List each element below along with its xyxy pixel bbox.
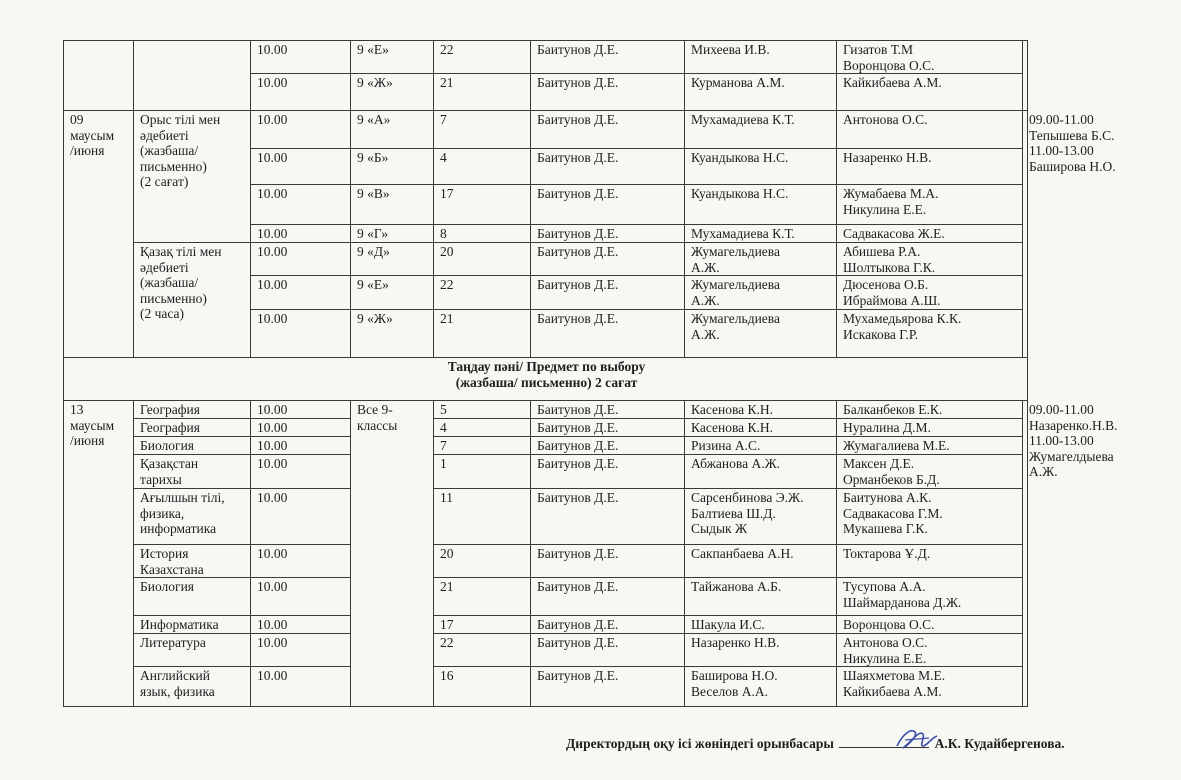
- subject-cell-line: (жазбаша/: [140, 143, 199, 158]
- teacher-cell-line: А.Ж.: [691, 292, 720, 308]
- organizer-cell: Баитунов Д.Е.: [531, 310, 685, 358]
- time-cell: 10.00: [251, 401, 351, 419]
- table-row: [64, 545, 1028, 578]
- room-cell: 22: [434, 41, 531, 74]
- organizer-cell: Баитунов Д.Е.: [531, 545, 685, 578]
- subject-cell: [134, 437, 251, 455]
- time-cell: 10.00: [251, 437, 351, 455]
- room-cell: 4: [434, 149, 531, 185]
- time-cell: 10.00: [251, 310, 351, 358]
- assistants-cell: [837, 185, 1023, 225]
- organizer-cell: Баитунов Д.Е.: [531, 616, 685, 634]
- teacher-cell-line: Мухамадиева К.Т.: [691, 112, 795, 127]
- class-cell: [351, 401, 434, 707]
- teacher-cell: [685, 578, 837, 616]
- organizer-cell: Баитунов Д.Е.: [531, 634, 685, 667]
- subject-cell-line: письменно): [140, 290, 207, 306]
- signer-name: А.К. Кудайбергенова.: [934, 736, 1065, 751]
- date-cell-line: /июня: [70, 143, 105, 158]
- assistants-cell-line: Искакова Г.Р.: [843, 326, 919, 342]
- class-cell-line: Все 9-: [357, 402, 393, 417]
- supervisors-cell: 09.00-11.00 Тепышева Б.С. 11.00-13.00 Баширова Н.О.: [1023, 111, 1028, 358]
- room-cell: 7: [434, 437, 531, 455]
- room-cell: 22: [434, 276, 531, 310]
- assistants-cell-line: Антонова О.С.: [843, 112, 928, 127]
- room-cell: 20: [434, 545, 531, 578]
- class-cell: 9 «А»: [351, 111, 434, 149]
- date-cell: [64, 401, 134, 707]
- time-cell: 10.00: [251, 489, 351, 545]
- subject-cell: [134, 578, 251, 616]
- assistants-cell-line: Гизатов Т.М: [843, 42, 913, 57]
- room-cell: 20: [434, 243, 531, 276]
- table-row: [64, 489, 1028, 545]
- assistants-cell-line: Шолтыкова Г.К.: [843, 259, 936, 275]
- assistants-cell: [837, 74, 1023, 111]
- time-cell: 10.00: [251, 185, 351, 225]
- subject-cell-line: География: [140, 420, 200, 435]
- assistants-cell-line: Шаяхметова М.Е.: [843, 668, 946, 683]
- class-cell: 9 «Е»: [351, 41, 434, 74]
- subject-cell: [134, 41, 251, 111]
- table-row: [64, 358, 1028, 401]
- subject-cell-line: Қазақ тілі мен: [140, 244, 222, 259]
- teacher-cell: [685, 111, 837, 149]
- date-cell: [64, 111, 134, 358]
- subject-cell: [134, 111, 251, 243]
- organizer-cell: Баитунов Д.Е.: [531, 455, 685, 489]
- teacher-cell: [685, 276, 837, 310]
- signature-line: [566, 735, 1065, 752]
- teacher-cell: [685, 185, 837, 225]
- subject-cell-line: әдебиеті: [140, 127, 189, 143]
- assistants-cell: [837, 310, 1023, 358]
- assistants-cell-line: Никулина Е.Е.: [843, 201, 927, 217]
- class-cell: 9 «Д»: [351, 243, 434, 276]
- teacher-cell: [685, 455, 837, 489]
- teacher-cell: [685, 401, 837, 419]
- class-cell: 9 «Б»: [351, 149, 434, 185]
- subject-cell-line: (2 сағат): [140, 174, 189, 189]
- room-cell: 17: [434, 185, 531, 225]
- assistants-cell-line: Тусупова А.А.: [843, 579, 926, 594]
- subject-cell-line: (2 часа): [140, 306, 185, 321]
- elective-banner-line: (жазбаша/ письменно) 2 сағат: [455, 374, 638, 390]
- assistants-cell: [837, 545, 1023, 578]
- time-cell: 10.00: [251, 634, 351, 667]
- table-row: [64, 437, 1028, 455]
- teacher-cell: [685, 667, 837, 707]
- assistants-cell-line: Абишева Р.А.: [843, 244, 921, 259]
- teacher-cell-line: Курманова А.М.: [691, 75, 785, 90]
- assistants-cell: [837, 489, 1023, 545]
- assistants-cell-line: Кайкибаева А.М.: [843, 683, 942, 699]
- subject-cell-line: Биология: [140, 438, 195, 453]
- room-cell: 16: [434, 667, 531, 707]
- subject-cell-line: тарихы: [140, 471, 182, 487]
- date-cell: [64, 41, 134, 111]
- room-cell: 17: [434, 616, 531, 634]
- room-cell: 21: [434, 578, 531, 616]
- assistants-cell: [837, 276, 1023, 310]
- subject-cell: [134, 489, 251, 545]
- elective-banner: [64, 358, 1028, 401]
- subject-cell-line: әдебиеті: [140, 259, 189, 275]
- assistants-cell-line: Ибраймова А.Ш.: [843, 292, 941, 308]
- assistants-cell-line: Шаймарданова Д.Ж.: [843, 594, 962, 610]
- teacher-cell-line: Жумагельдиева: [691, 244, 780, 259]
- teacher-cell-line: Сыдык Ж: [691, 521, 748, 536]
- table-row: [64, 667, 1028, 707]
- assistants-cell-line: Садвакасова Ж.Е.: [843, 226, 945, 241]
- table-row: [64, 111, 1028, 149]
- teacher-cell-line: Сакпанбаева А.Н.: [691, 546, 794, 561]
- organizer-cell: Баитунов Д.Е.: [531, 185, 685, 225]
- subject-cell-line: язык, физика: [140, 683, 215, 699]
- time-cell: 10.00: [251, 111, 351, 149]
- assistants-cell-line: Жумабаева М.А.: [843, 186, 939, 201]
- teacher-cell-line: Баширова Н.О.: [691, 668, 778, 683]
- teacher-cell: [685, 225, 837, 243]
- teacher-cell: [685, 437, 837, 455]
- assistants-cell-line: Антонова О.С.: [843, 635, 928, 650]
- assistants-cell: [837, 419, 1023, 437]
- teacher-cell: [685, 545, 837, 578]
- subject-cell: [134, 455, 251, 489]
- time-cell: 10.00: [251, 616, 351, 634]
- teacher-cell-line: Касенова К.Н.: [691, 420, 774, 435]
- date-cell-line: 13: [70, 402, 84, 417]
- handwritten-signature: [893, 724, 941, 754]
- teacher-cell-line: Сарсенбинова Э.Ж.: [691, 490, 804, 505]
- room-cell: 4: [434, 419, 531, 437]
- subject-cell: [134, 401, 251, 419]
- subject-cell: [134, 419, 251, 437]
- subject-cell-line: Информатика: [140, 617, 219, 632]
- subject-cell-line: (жазбаша/: [140, 275, 199, 290]
- class-cell: 9 «Ж»: [351, 310, 434, 358]
- table-row: [64, 243, 1028, 276]
- teacher-cell: [685, 310, 837, 358]
- assistants-cell-line: Воронцова О.С.: [843, 617, 935, 632]
- assistants-cell: [837, 634, 1023, 667]
- time-cell: 10.00: [251, 225, 351, 243]
- assistants-cell-line: Назаренко Н.В.: [843, 150, 932, 165]
- subject-cell-line: История: [140, 546, 189, 561]
- subject-cell: [134, 616, 251, 634]
- room-cell: 22: [434, 634, 531, 667]
- organizer-cell: Баитунов Д.Е.: [531, 149, 685, 185]
- organizer-cell: Баитунов Д.Е.: [531, 667, 685, 707]
- teacher-cell-line: Ризина А.С.: [691, 438, 761, 453]
- room-cell: 7: [434, 111, 531, 149]
- class-cell-line: классы: [357, 417, 398, 433]
- teacher-cell-line: Жумагельдиева: [691, 277, 780, 292]
- class-cell: 9 «Г»: [351, 225, 434, 243]
- time-cell: 10.00: [251, 41, 351, 74]
- room-cell: 11: [434, 489, 531, 545]
- assistants-cell-line: Дюсенова О.Б.: [843, 277, 929, 292]
- time-cell: 10.00: [251, 243, 351, 276]
- assistants-cell-line: Баитунова А.К.: [843, 490, 932, 505]
- organizer-cell: Баитунов Д.Е.: [531, 276, 685, 310]
- room-cell: 8: [434, 225, 531, 243]
- teacher-cell-line: Михеева И.В.: [691, 42, 770, 57]
- assistants-cell-line: Жумагалиева М.Е.: [843, 438, 950, 453]
- teacher-cell-line: Касенова К.Н.: [691, 402, 774, 417]
- subject-cell-line: информатика: [140, 521, 217, 536]
- room-cell: 1: [434, 455, 531, 489]
- organizer-cell: Баитунов Д.Е.: [531, 419, 685, 437]
- time-cell: 10.00: [251, 578, 351, 616]
- table-row: [64, 616, 1028, 634]
- time-cell: 10.00: [251, 545, 351, 578]
- assistants-cell-line: Кайкибаева А.М.: [843, 75, 942, 90]
- subject-cell-line: Биология: [140, 579, 195, 594]
- organizer-cell: Баитунов Д.Е.: [531, 578, 685, 616]
- teacher-cell: [685, 149, 837, 185]
- assistants-cell: [837, 149, 1023, 185]
- teacher-cell-line: Куандыкова Н.С.: [691, 186, 789, 201]
- subject-cell: [134, 634, 251, 667]
- subject-cell-line: Казахстана: [140, 561, 204, 577]
- position-label: Директордың оқу ісі жөніндегі орынбасары: [566, 736, 834, 751]
- assistants-cell: [837, 455, 1023, 489]
- teacher-cell: [685, 616, 837, 634]
- assistants-cell: [837, 243, 1023, 276]
- subject-cell-line: Ағылшын тілі,: [140, 490, 225, 505]
- teacher-cell: [685, 489, 837, 545]
- room-cell: 21: [434, 310, 531, 358]
- time-cell: 10.00: [251, 276, 351, 310]
- time-cell: 10.00: [251, 419, 351, 437]
- subject-cell-line: письменно): [140, 158, 207, 174]
- date-cell-line: /июня: [70, 433, 105, 448]
- subject-cell: [134, 545, 251, 578]
- date-cell-line: маусым: [70, 417, 115, 433]
- assistants-cell: [837, 667, 1023, 707]
- organizer-cell: Баитунов Д.Е.: [531, 225, 685, 243]
- teacher-cell-line: Шакула И.С.: [691, 617, 765, 632]
- assistants-cell-line: Садвакасова Г.М.: [843, 505, 943, 521]
- teacher-cell-line: Балтиева Ш.Д.: [691, 505, 776, 521]
- date-cell-line: маусым: [70, 127, 115, 143]
- assistants-cell-line: Мукашева Г.К.: [843, 521, 928, 536]
- table-row: [64, 41, 1028, 74]
- subject-cell-line: Литература: [140, 635, 206, 650]
- subject-cell-line: Қазақстан: [140, 456, 199, 471]
- assistants-cell: [837, 578, 1023, 616]
- table-row: [64, 401, 1028, 419]
- teacher-cell-line: Куандыкова Н.С.: [691, 150, 789, 165]
- organizer-cell: Баитунов Д.Е.: [531, 489, 685, 545]
- organizer-cell: Баитунов Д.Е.: [531, 111, 685, 149]
- teacher-cell-line: Мухамадиева К.Т.: [691, 226, 795, 241]
- assistants-cell-line: Воронцова О.С.: [843, 57, 935, 73]
- teacher-cell: [685, 243, 837, 276]
- table-row: [64, 634, 1028, 667]
- organizer-cell: Баитунов Д.Е.: [531, 41, 685, 74]
- teacher-cell-line: Веселов А.А.: [691, 683, 768, 699]
- organizer-cell: Баитунов Д.Е.: [531, 74, 685, 111]
- class-cell: 9 «В»: [351, 185, 434, 225]
- date-cell-line: 09: [70, 112, 84, 127]
- teacher-cell-line: А.Ж.: [691, 326, 720, 342]
- assistants-cell-line: Максен Д.Е.: [843, 456, 915, 471]
- time-cell: 10.00: [251, 74, 351, 111]
- subject-cell-line: физика,: [140, 505, 185, 521]
- subject-cell: [134, 243, 251, 358]
- assistants-cell-line: Мухамедьярова К.К.: [843, 311, 962, 326]
- teacher-cell-line: Назаренко Н.В.: [691, 635, 780, 650]
- assistants-cell-line: Балканбеков Е.К.: [843, 402, 943, 417]
- assistants-cell: [837, 111, 1023, 149]
- assistants-cell-line: Орманбеков Б.Д.: [843, 471, 940, 487]
- assistants-cell-line: Токтарова Ұ.Д.: [843, 546, 931, 561]
- teacher-cell: [685, 41, 837, 74]
- room-cell: 21: [434, 74, 531, 111]
- assistants-cell: [837, 225, 1023, 243]
- teacher-cell-line: Жумагельдиева: [691, 311, 780, 326]
- teacher-cell: [685, 74, 837, 111]
- assistants-cell-line: Никулина Е.Е.: [843, 650, 927, 666]
- assistants-cell: [837, 41, 1023, 74]
- subject-cell-line: Орыс тілі мен: [140, 112, 221, 127]
- teacher-cell: [685, 419, 837, 437]
- subject-cell-line: География: [140, 402, 200, 417]
- table-row: [64, 419, 1028, 437]
- table-row: [64, 578, 1028, 616]
- exam-schedule-table: [63, 40, 1118, 707]
- assistants-cell: [837, 401, 1023, 419]
- elective-banner-line: Таңдау пәні/ Предмет по выбору: [447, 359, 646, 374]
- class-cell: 9 «Е»: [351, 276, 434, 310]
- teacher-cell: [685, 634, 837, 667]
- teacher-cell-line: А.Ж.: [691, 259, 720, 275]
- time-cell: 10.00: [251, 667, 351, 707]
- supervisors-cell: 09.00-11.00 Назаренко.Н.В. 11.00-13.00 Жумагелдыева А.Ж.: [1023, 401, 1028, 707]
- subject-cell: [134, 667, 251, 707]
- organizer-cell: Баитунов Д.Е.: [531, 437, 685, 455]
- assistants-cell: [837, 616, 1023, 634]
- teacher-cell-line: Тайжанова А.Б.: [691, 579, 782, 594]
- subject-cell-line: Английский: [140, 668, 211, 683]
- time-cell: 10.00: [251, 149, 351, 185]
- teacher-cell-line: Абжанова А.Ж.: [691, 456, 781, 471]
- schedule-body: [64, 41, 1118, 707]
- supervisors-cell: [1023, 41, 1028, 111]
- organizer-cell: Баитунов Д.Е.: [531, 243, 685, 276]
- time-cell: 10.00: [251, 455, 351, 489]
- table-row: [64, 455, 1028, 489]
- room-cell: 5: [434, 401, 531, 419]
- class-cell: 9 «Ж»: [351, 74, 434, 111]
- organizer-cell: Баитунов Д.Е.: [531, 401, 685, 419]
- assistants-cell-line: Нуралина Д.М.: [843, 420, 931, 435]
- assistants-cell: [837, 437, 1023, 455]
